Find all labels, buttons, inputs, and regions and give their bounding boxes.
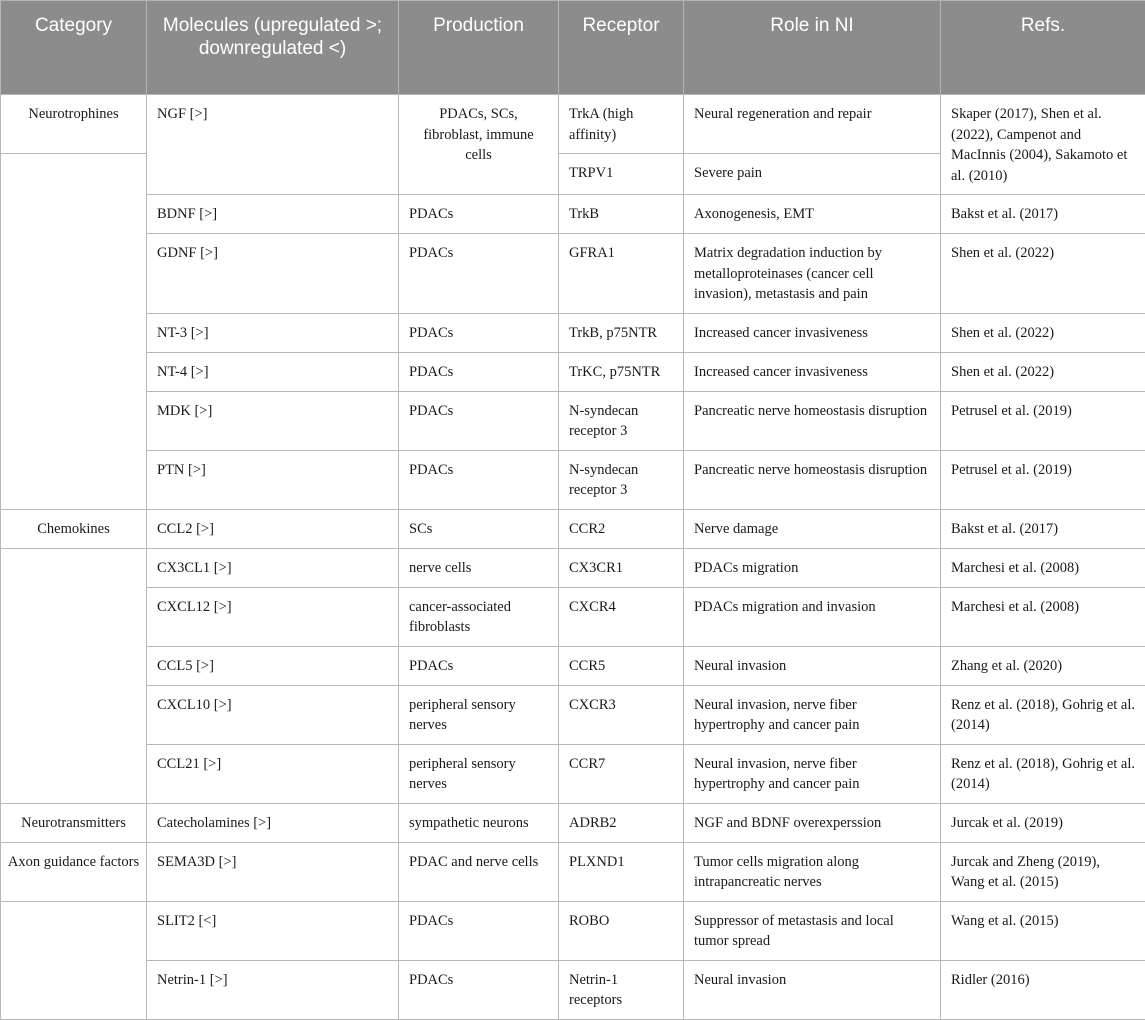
receptor-cell: TRPV1	[559, 154, 684, 195]
role-cell: NGF and BDNF overexperssion	[684, 803, 941, 842]
production-cell: PDACs	[399, 313, 559, 352]
table-row	[1, 548, 1145, 587]
production-cell: PDACs, SCs, fibroblast, immune cells	[399, 95, 559, 195]
refs-cell: Shen et al. (2022)	[941, 352, 1145, 391]
receptor-cell: CXCR3	[559, 685, 684, 744]
table-row	[1, 195, 1145, 234]
table-row	[1, 960, 1145, 1019]
molecule-cell: CXCL10 [>]	[147, 685, 399, 744]
role-cell: Neural invasion, nerve fiber hypertrophy and cancer pain	[684, 685, 941, 744]
refs-cell: Skaper (2017), Shen et al. (2022), Campenot and MacInnis (2004), Sakamoto et al. (2010)	[941, 95, 1145, 195]
molecule-cell: CX3CL1 [>]	[147, 548, 399, 587]
receptor-cell: GFRA1	[559, 234, 684, 314]
production-cell: PDACs	[399, 450, 559, 509]
receptor-cell: N-syndecan receptor 3	[559, 391, 684, 450]
production-cell: peripheral sensory nerves	[399, 685, 559, 744]
role-cell: Pancreatic nerve homeostasis disruption	[684, 391, 941, 450]
refs-cell: Renz et al. (2018), Gohrig et al. (2014)	[941, 685, 1145, 744]
table-row	[1, 803, 1145, 842]
refs-cell: Jurcak and Zheng (2019), Wang et al. (2015)	[941, 842, 1145, 901]
table-row	[1, 352, 1145, 391]
refs-cell: Shen et al. (2022)	[941, 313, 1145, 352]
table-row	[1, 509, 1145, 548]
production-cell: sympathetic neurons	[399, 803, 559, 842]
table-row	[1, 234, 1145, 314]
role-cell: Increased cancer invasiveness	[684, 352, 941, 391]
table-row	[1, 685, 1145, 744]
receptor-cell: ADRB2	[559, 803, 684, 842]
category-cell: Neurotrophines	[1, 95, 147, 154]
receptor-cell: TrkB	[559, 195, 684, 234]
molecule-cell: CCL5 [>]	[147, 646, 399, 685]
molecule-cell: Catecholamines [>]	[147, 803, 399, 842]
role-cell: PDACs migration and invasion	[684, 587, 941, 646]
production-cell: PDACs	[399, 195, 559, 234]
role-cell: Tumor cells migration along intrapancreatic nerves	[684, 842, 941, 901]
receptor-cell: ROBO	[559, 901, 684, 960]
molecule-cell: BDNF [>]	[147, 195, 399, 234]
refs-cell: Marchesi et al. (2008)	[941, 587, 1145, 646]
header-row	[1, 1, 1145, 95]
production-cell: PDACs	[399, 901, 559, 960]
category-cell: Chemokines	[1, 509, 147, 548]
receptor-cell: PLXND1	[559, 842, 684, 901]
molecule-cell: GDNF [>]	[147, 234, 399, 314]
production-cell: SCs	[399, 509, 559, 548]
molecule-cell: NT-4 [>]	[147, 352, 399, 391]
receptor-cell: CCR7	[559, 744, 684, 803]
role-cell: Neural invasion, nerve fiber hypertrophy and cancer pain	[684, 744, 941, 803]
molecule-cell: SLIT2 [<]	[147, 901, 399, 960]
role-cell: Matrix degradation induction by metalloproteinases (cancer cell invasion), metastasis and pain	[684, 234, 941, 314]
production-cell: PDACs	[399, 352, 559, 391]
table-row	[1, 313, 1145, 352]
table-row	[1, 842, 1145, 901]
receptor-cell: TrkA (high affinity)	[559, 95, 684, 154]
role-cell: Nerve damage	[684, 509, 941, 548]
receptor-cell: CXCR4	[559, 587, 684, 646]
category-cell: Axon guidance factors	[1, 842, 147, 901]
production-cell: PDAC and nerve cells	[399, 842, 559, 901]
production-cell: peripheral sensory nerves	[399, 744, 559, 803]
receptor-cell: TrkB, p75NTR	[559, 313, 684, 352]
role-cell: Suppressor of metastasis and local tumor spread	[684, 901, 941, 960]
category-cell	[1, 548, 147, 803]
receptor-cell: Netrin-1 receptors	[559, 960, 684, 1019]
header-production: Production	[399, 1, 559, 95]
molecule-cell: Netrin-1 [>]	[147, 960, 399, 1019]
table-row	[1, 95, 1145, 154]
role-cell: Increased cancer invasiveness	[684, 313, 941, 352]
molecule-cell: MDK [>]	[147, 391, 399, 450]
receptor-cell: CCR2	[559, 509, 684, 548]
refs-cell: Petrusel et al. (2019)	[941, 450, 1145, 509]
refs-cell: Shen et al. (2022)	[941, 234, 1145, 314]
refs-cell: Wang et al. (2015)	[941, 901, 1145, 960]
production-cell: PDACs	[399, 646, 559, 685]
category-cell	[1, 901, 147, 1019]
table-row	[1, 646, 1145, 685]
table-row	[1, 901, 1145, 960]
header-molecules: Molecules (upregulated >; downregulated <)	[147, 1, 399, 95]
role-cell: Severe pain	[684, 154, 941, 195]
molecule-cell: PTN [>]	[147, 450, 399, 509]
production-cell: PDACs	[399, 234, 559, 314]
molecule-cell: NT-3 [>]	[147, 313, 399, 352]
refs-cell: Bakst et al. (2017)	[941, 509, 1145, 548]
production-cell: PDACs	[399, 391, 559, 450]
table-row	[1, 391, 1145, 450]
table-row	[1, 587, 1145, 646]
category-cell: Neurotransmitters	[1, 803, 147, 842]
refs-cell: Bakst et al. (2017)	[941, 195, 1145, 234]
receptor-cell: CX3CR1	[559, 548, 684, 587]
molecule-cell: NGF [>]	[147, 95, 399, 195]
role-cell: Neural regeneration and repair	[684, 95, 941, 154]
refs-cell: Jurcak et al. (2019)	[941, 803, 1145, 842]
role-cell: Pancreatic nerve homeostasis disruption	[684, 450, 941, 509]
production-cell: nerve cells	[399, 548, 559, 587]
role-cell: Axonogenesis, EMT	[684, 195, 941, 234]
refs-cell: Petrusel et al. (2019)	[941, 391, 1145, 450]
refs-cell: Zhang et al. (2020)	[941, 646, 1145, 685]
molecule-cell: CCL2 [>]	[147, 509, 399, 548]
header-refs: Refs.	[941, 1, 1145, 95]
molecule-cell: CXCL12 [>]	[147, 587, 399, 646]
header-receptor: Receptor	[559, 1, 684, 95]
receptor-cell: CCR5	[559, 646, 684, 685]
production-cell: cancer-associated fibroblasts	[399, 587, 559, 646]
role-cell: Neural invasion	[684, 646, 941, 685]
molecule-cell: CCL21 [>]	[147, 744, 399, 803]
refs-cell: Marchesi et al. (2008)	[941, 548, 1145, 587]
header-category: Category	[1, 1, 147, 95]
role-cell: PDACs migration	[684, 548, 941, 587]
molecule-cell: SEMA3D [>]	[147, 842, 399, 901]
production-cell: PDACs	[399, 960, 559, 1019]
header-role: Role in NI	[684, 1, 941, 95]
table-row	[1, 744, 1145, 803]
table-row	[1, 450, 1145, 509]
category-cell	[1, 154, 147, 510]
receptor-cell: N-syndecan receptor 3	[559, 450, 684, 509]
role-cell: Neural invasion	[684, 960, 941, 1019]
receptor-cell: TrKC, p75NTR	[559, 352, 684, 391]
refs-cell: Renz et al. (2018), Gohrig et al. (2014)	[941, 744, 1145, 803]
refs-cell: Ridler (2016)	[941, 960, 1145, 1019]
